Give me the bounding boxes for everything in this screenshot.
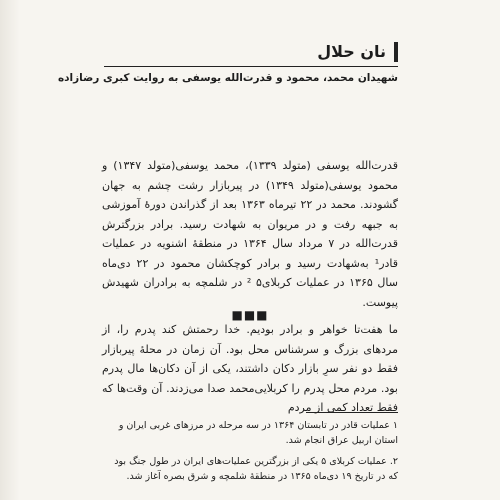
footnotes	[102, 418, 398, 490]
footnote-2: ۲. عملیات کربلای ۵ یکی از بزرگترین عملیات‌های ایران در طول جنگ بود که در تاریخ ۱۹ دی‌ماه ۱۳۶۵ در منطقهٔ شلمچه و شرق بصره آغاز شد.	[114, 456, 398, 482]
title-underline	[104, 66, 398, 67]
footnote-divider	[306, 412, 398, 413]
chapter-subtitle: شهیدان محمد، محمود و قدرت‌الله یوسفی به روایت کبری رضازاده	[57, 72, 398, 84]
section-separator: ■■■	[231, 308, 269, 322]
page-gutter-shadow	[0, 0, 20, 500]
intro-paragraph: قدرت‌الله یوسفی (متولد ۱۳۳۹)، محمد یوسفی(متولد ۱۳۴۷) و محمود یوسفی(متولد ۱۳۴۹) در پیربازار رشت چشم به جهان گشودند. محمد در ۲۲ تیرماه ۱۳۶۳ بعد از گذراندن دورهٔ آموزشی به جبهه رفت و در مریوان به شهادت رسید. برادر بزرگترش قدرت‌الله در ۷ مرداد سال ۱۳۶۴ در منطقهٔ اشنویه در عملیات قادر¹ به‌شهادت رسید و برادر کوچکشان محمود در ۲۲ دی‌ماه سال ۱۳۶۵ در عملیات کربلای۵ ² در شلمچه به برادران شهیدش پیوست.	[102, 159, 399, 309]
narrative-paragraph: ما هفت‌تا خواهر و برادر بودیم. خدا رحمتش کند پدرم را، از مردهای بزرگ و سرشناس محل بود. آن زمان در محلهٔ پیربازار فقط دو نفر سرِ بازار دکان داشتند، یکی از آن دکان‌ها مال پدرم بود. مردم محل پدرم را کربلایی‌محمد صدا می‌زدند. آن وقت‌ها که فقط تعداد کمی از مردم	[102, 323, 398, 414]
chapter-title: نان حلال	[317, 42, 386, 61]
footnote-1: ۱ عملیات قادر در تابستان ۱۳۶۴ در سه مرحله در مرزهای غربی ایران و استان اربیل عراق انجام شد.	[118, 420, 398, 446]
chapter-header	[317, 42, 398, 62]
title-marker	[394, 42, 398, 62]
